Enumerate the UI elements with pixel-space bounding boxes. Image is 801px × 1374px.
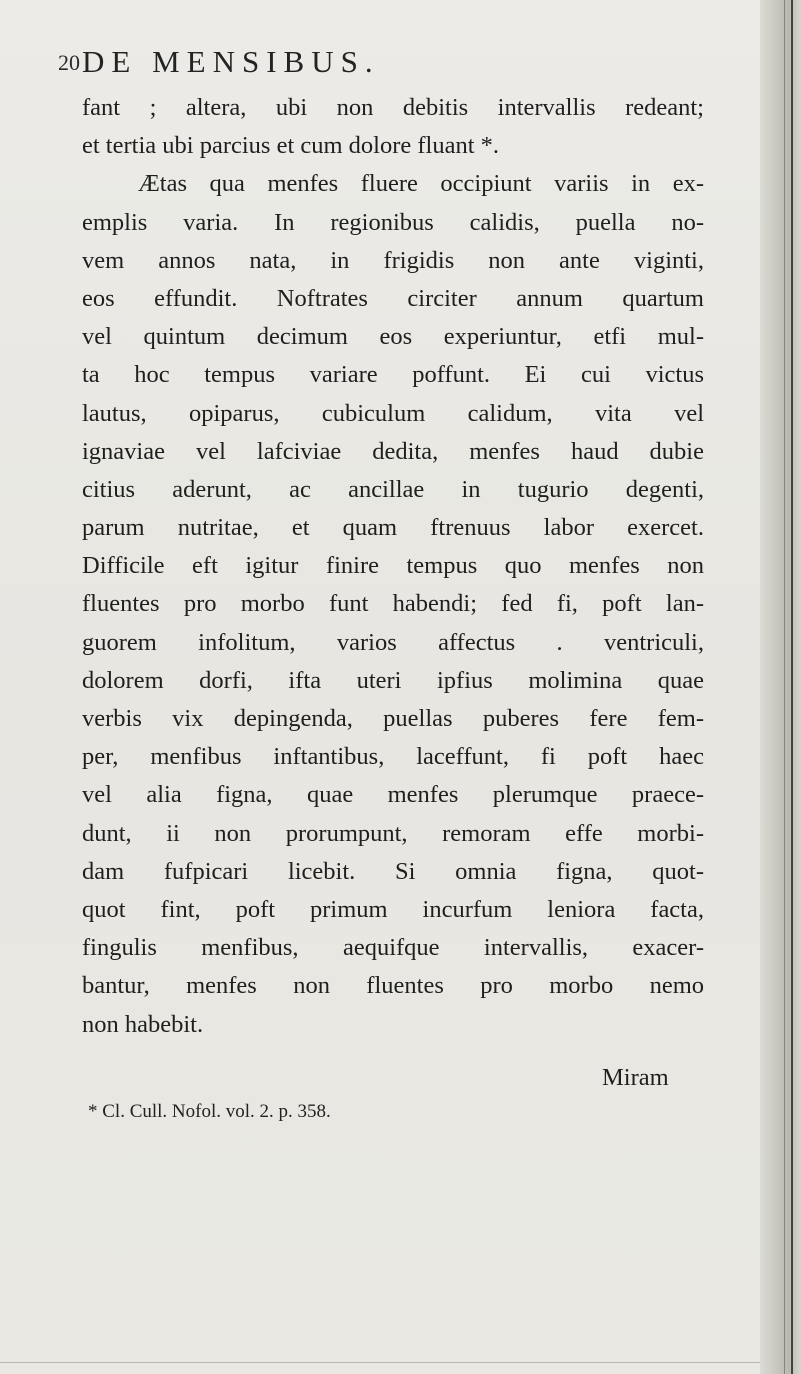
- text-line: eos effundit. Noftrates circiter annum quartum: [82, 284, 704, 312]
- page-number: 20: [58, 50, 80, 75]
- text-line: guorem infolitum, varios affectus . ventriculi,: [82, 628, 704, 656]
- text-line: fluentes pro morbo funt habendi; fed fi, poft lan-: [82, 590, 704, 618]
- text-line: vel quintum decimum eos experiuntur, etfi mul-: [82, 323, 704, 351]
- gutter-shadow-line: [784, 0, 785, 1374]
- text-line: Ætas qua menfes fluere occipiunt variis in ex-: [138, 170, 704, 198]
- footnote: * Cl. Cull. Nofol. vol. 2. p. 358.: [88, 1101, 331, 1122]
- running-title: DE MENSIBUS.: [82, 44, 380, 79]
- text-line: parum nutritae, et quam ftrenuus labor exercet.: [82, 514, 704, 542]
- text-line: dolorem dorfi, ifta uteri ipfius molimina quae: [82, 666, 704, 694]
- page-bottom-edge: [0, 1362, 760, 1363]
- text-line: per, menfibus inftantibus, laceffunt, fi poft haec: [82, 743, 704, 771]
- text-line: dam fufpicari licebit. Si omnia figna, quot-: [82, 857, 704, 885]
- body-text: [82, 89, 704, 1044]
- text-line: lautus, opiparus, cubiculum calidum, vita vel: [82, 399, 704, 427]
- text-line: emplis varia. In regionibus calidis, puella no-: [82, 208, 704, 236]
- text-line: fingulis menfibus, aequifque intervallis, exacer-: [82, 934, 704, 962]
- text-line: ignaviae vel lafciviae dedita, menfes haud dubie: [82, 437, 704, 465]
- text-line: quot fint, poft primum incurfum leniora facta,: [82, 895, 704, 923]
- text-line: citius aderunt, ac ancillae in tugurio degenti,: [82, 475, 704, 503]
- text-line: fant ; altera, ubi non debitis intervallis redeant;: [82, 94, 704, 121]
- text-line: ta hoc tempus variare poffunt. Ei cui victus: [82, 361, 704, 389]
- text-line: Difficile eft igitur finire tempus quo menfes non: [82, 552, 704, 580]
- text-line: verbis vix depingenda, puellas puberes fere fem-: [82, 705, 704, 732]
- text-line: bantur, menfes non fluentes pro morbo nemo: [82, 972, 704, 1000]
- book-gutter: [760, 0, 801, 1374]
- text-line: non habebit.: [82, 1010, 204, 1038]
- catchword: Miram: [602, 1064, 669, 1091]
- text-line: vel alia figna, quae menfes plerumque praece-: [82, 781, 704, 809]
- gutter-edge-line: [791, 0, 793, 1374]
- text-line: vem annos nata, in frigidis non ante viginti,: [82, 246, 704, 274]
- text-line: et tertia ubi parcius et cum dolore fluant *.: [82, 132, 500, 160]
- text-line: dunt, ii non prorumpunt, remoram effe morbi-: [82, 819, 704, 847]
